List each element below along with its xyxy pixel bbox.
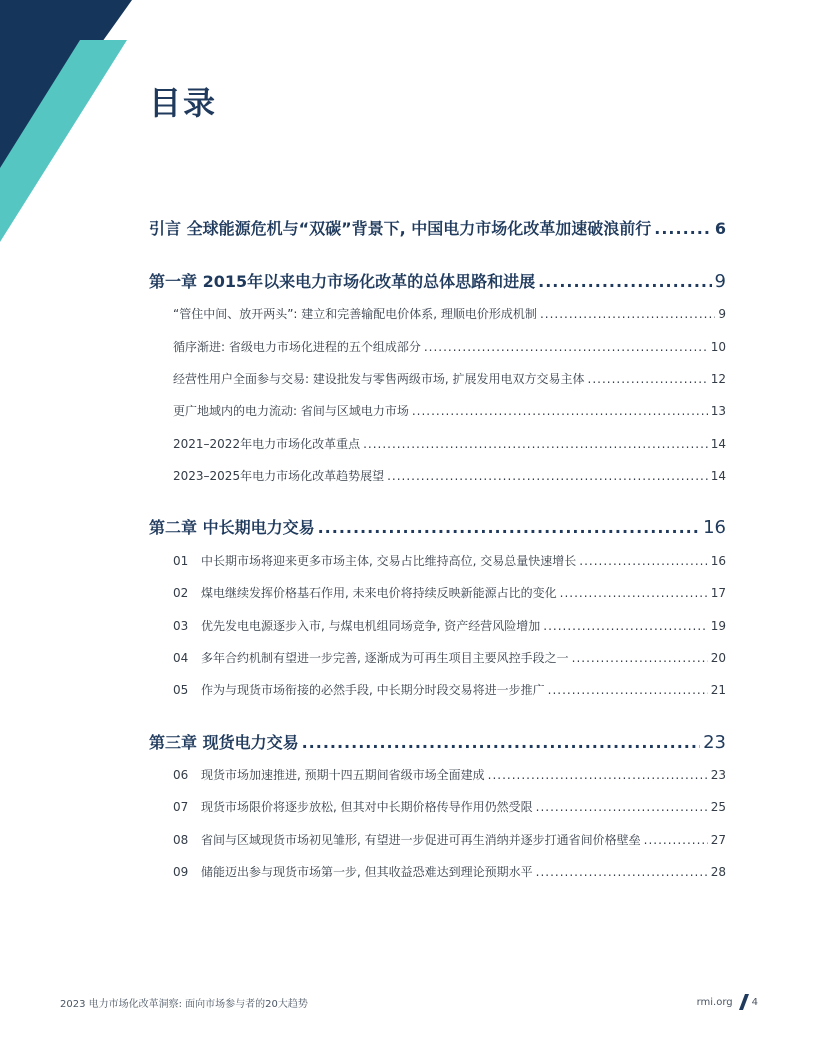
toc-item-page: 23 <box>710 768 726 782</box>
dot-leader <box>424 340 708 354</box>
toc-item-page: 27 <box>710 833 726 847</box>
toc-item[interactable] <box>173 798 726 815</box>
toc-item[interactable] <box>173 435 726 452</box>
toc-item-title: 循序渐进: 省级电力市场化进程的五个组成部分 <box>173 340 421 354</box>
slash-icon <box>739 994 749 1010</box>
toc-chapter-3[interactable] <box>149 730 726 753</box>
toc-item-number: 06 <box>173 768 189 782</box>
dot-leader <box>536 800 708 814</box>
toc-item-title: “管住中间、放开两头”: 建立和完善输配电价体系, 理顺电价形成机制 <box>173 307 537 321</box>
dot-leader <box>654 219 712 238</box>
toc-item[interactable] <box>173 617 726 634</box>
dot-leader <box>318 518 701 537</box>
toc-item[interactable] <box>173 467 726 484</box>
toc-item-title: 中长期市场将迎来更多市场主体, 交易占比维持高位, 交易总量快速增长 <box>201 554 577 568</box>
toc-item-title: 现货市场加速推进, 预期十四五期间省级市场全面建成 <box>201 768 485 782</box>
toc-chapter-2-page: 16 <box>703 517 726 538</box>
toc-item-page: 25 <box>710 800 726 814</box>
toc-item[interactable] <box>173 681 726 698</box>
toc-item-number: 04 <box>173 651 189 665</box>
toc-item-title: 现货市场限价将逐步放松, 但其对中长期价格传导作用仍然受限 <box>201 800 533 814</box>
toc-item-number: 09 <box>173 865 189 879</box>
toc-item-title: 更广地域内的电力流动: 省间与区域电力市场 <box>173 404 409 418</box>
toc-item-page: 20 <box>710 651 726 665</box>
toc-item[interactable] <box>173 649 726 666</box>
dot-leader <box>644 833 708 847</box>
toc-item[interactable] <box>173 584 726 601</box>
toc-item-title: 2021–2022年电力市场化改革重点 <box>173 437 361 451</box>
toc-item[interactable] <box>173 831 726 848</box>
toc-chapter-1-page: 9 <box>714 271 726 292</box>
dot-leader <box>538 272 711 291</box>
toc-item-title: 作为与现货市场衔接的必然手段, 中长期分时段交易将进一步推广 <box>201 683 545 697</box>
page-title: 目录 <box>149 84 218 122</box>
corner-decoration <box>0 0 140 250</box>
toc-item-number: 05 <box>173 683 189 697</box>
footer-site-link[interactable]: rmi.org <box>696 996 733 1008</box>
toc-item-title: 煤电继续发挥价格基石作用, 未来电价将持续反映新能源占比的变化 <box>201 586 557 600</box>
dot-leader <box>488 768 708 782</box>
toc-item-number: 02 <box>173 586 189 600</box>
toc-item-page: 17 <box>710 586 726 600</box>
toc-item[interactable] <box>173 338 726 355</box>
toc-item-page: 16 <box>710 554 726 568</box>
toc-item[interactable] <box>173 402 726 419</box>
toc-item-page: 10 <box>710 340 726 354</box>
footer-right <box>697 994 758 1010</box>
toc-item[interactable] <box>173 766 726 783</box>
toc-chapter-3-page: 23 <box>703 732 726 753</box>
footer-report-title: 2023 电力市场化改革洞察: 面向市场参与者的20大趋势 <box>60 999 308 1010</box>
toc-item-title: 储能迈出参与现货市场第一步, 但其收益恐难达到理论预期水平 <box>201 865 533 879</box>
toc-item[interactable] <box>173 305 726 322</box>
footer-page-number: 4 <box>751 996 758 1008</box>
toc-item-page: 12 <box>710 372 726 386</box>
dot-leader <box>560 586 708 600</box>
toc-item-page: 13 <box>710 404 726 418</box>
toc-chapter-1-title: 第一章 2015年以来电力市场化改革的总体思路和进展 <box>149 272 536 291</box>
toc-item[interactable] <box>173 863 726 880</box>
dot-leader <box>572 651 708 665</box>
toc-item-page: 28 <box>710 865 726 879</box>
toc-item-title: 经营性用户全面参与交易: 建设批发与零售两级市场, 扩展发用电双方交易主体 <box>173 372 585 386</box>
toc-item-number: 07 <box>173 800 189 814</box>
toc-item-number: 01 <box>173 554 189 568</box>
dot-leader <box>412 404 708 418</box>
dot-leader <box>302 733 701 752</box>
toc-chapter-3-title: 第三章 现货电力交易 <box>149 733 299 752</box>
toc-item-number: 08 <box>173 833 189 847</box>
dot-leader <box>363 437 708 451</box>
toc-intro-page: 6 <box>714 219 726 238</box>
dot-leader <box>387 469 708 483</box>
dot-leader <box>548 683 708 697</box>
toc-intro[interactable] <box>149 216 726 239</box>
toc-intro-title: 引言 全球能源危机与“双碳”背景下, 中国电力市场化改革加速破浪前行 <box>149 219 652 238</box>
toc-item-page: 14 <box>710 437 726 451</box>
toc-item-title: 2023–2025年电力市场化改革趋势展望 <box>173 469 385 483</box>
toc-item[interactable] <box>173 370 726 387</box>
toc-item-title: 多年合约机制有望进一步完善, 逐渐成为可再生项目主要风控手段之一 <box>201 651 569 665</box>
toc-item-page: 14 <box>710 469 726 483</box>
toc-chapter-2-title: 第二章 中长期电力交易 <box>149 518 315 537</box>
dot-leader <box>579 554 707 568</box>
toc-item-page: 19 <box>710 619 726 633</box>
dot-leader <box>543 619 707 633</box>
toc-chapter-1[interactable] <box>149 269 726 292</box>
toc-item-page: 21 <box>710 683 726 697</box>
toc-chapter-2[interactable] <box>149 515 726 538</box>
toc-item[interactable] <box>173 552 726 569</box>
toc-item-number: 03 <box>173 619 189 633</box>
dot-leader <box>540 307 715 321</box>
dot-leader <box>588 372 708 386</box>
dot-leader <box>536 865 708 879</box>
toc-item-page: 9 <box>718 307 726 321</box>
toc-item-title: 优先发电电源逐步入市, 与煤电机组同场竞争, 资产经营风险增加 <box>201 619 541 633</box>
toc-item-title: 省间与区域现货市场初见雏形, 有望进一步促进可再生消纳并逐步打通省间价格壁垒 <box>201 833 641 847</box>
